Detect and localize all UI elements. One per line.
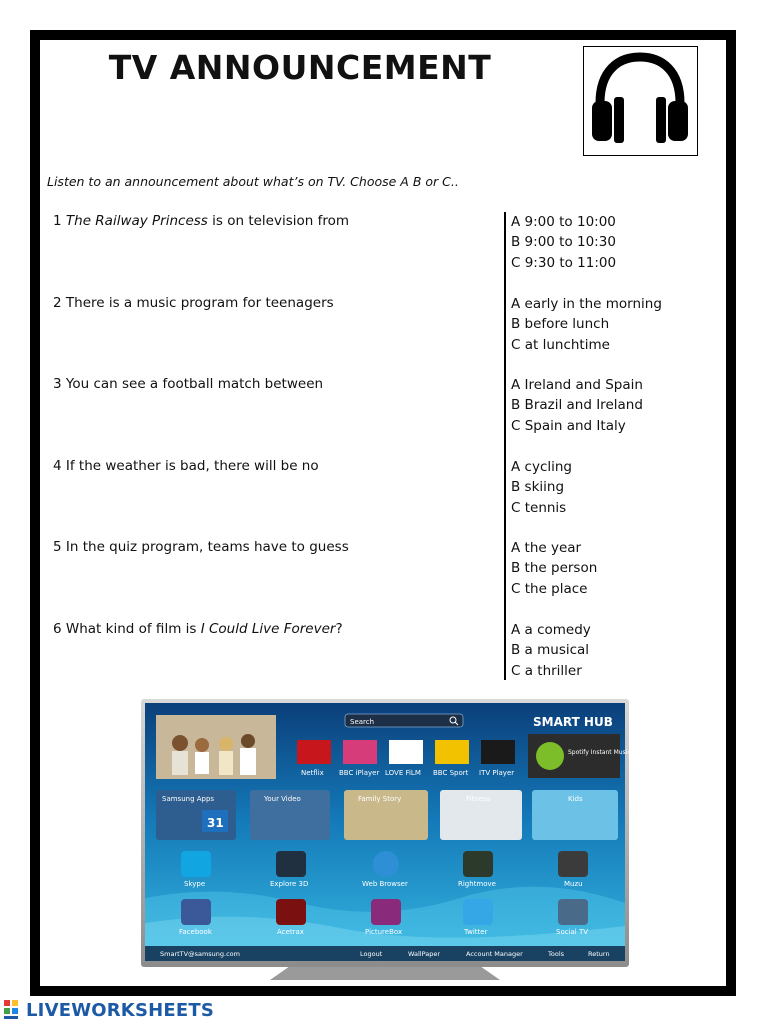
question-emphasis: The Railway Princess [65, 213, 208, 229]
question-6 [53, 621, 343, 637]
tv-app-label: BBC Sport [433, 769, 469, 777]
question-text: In the quiz program, teams have to guess [61, 539, 349, 555]
option-c[interactable]: C Spain and Italy [511, 417, 626, 434]
option-c[interactable]: C at lunchtime [511, 336, 610, 353]
tv-app-label: Rightmove [458, 880, 496, 888]
question-text: What kind of film is [61, 621, 201, 637]
tv-panel-label: Family Story [358, 795, 402, 803]
tv-app-label: Explore 3D [270, 880, 309, 888]
option-a[interactable]: A the year [511, 540, 582, 556]
question-2 [53, 295, 334, 311]
question-number: 2 [53, 295, 62, 311]
option-b[interactable]: B a musical [511, 642, 590, 659]
brand-name: LIVEWORKSHEETS [26, 999, 215, 1021]
smart-tv-image [140, 698, 630, 982]
liveworksheets-brand[interactable] [4, 998, 214, 1022]
question-number: 5 [53, 539, 62, 555]
question-5 [53, 539, 349, 555]
option-a[interactable]: A early in the morning [511, 296, 662, 312]
question-text-end: ? [335, 621, 343, 637]
option-b[interactable]: B 9:00 to 10:30 [511, 234, 616, 251]
instructions: Listen to an announcement about what’s on TV. Choose A B or C.. [47, 174, 459, 189]
question-number: 1 [53, 213, 62, 229]
tv-app-label: Twitter [464, 928, 488, 936]
options-5 [511, 538, 597, 599]
smart-tv-screen [140, 698, 630, 982]
tv-stand [270, 966, 500, 980]
headphones-icon [584, 47, 696, 154]
tv-app-label: LOVE FiLM [385, 769, 421, 777]
question-number: 4 [53, 458, 62, 474]
tv-app-label: Acetrax [277, 928, 304, 936]
tv-app-label: Social TV [556, 928, 589, 936]
column-divider [504, 212, 506, 680]
options-2 [511, 294, 662, 355]
question-text: If the weather is bad, there will be no [61, 458, 319, 474]
question-text: There is a music program for teenagers [61, 295, 334, 311]
tv-app-label: Netflix [301, 769, 324, 777]
tv-hub-title: SMART HUB [533, 715, 613, 729]
tv-footer-email: SmartTV@samsung.com [160, 950, 240, 958]
question-text-end: is on television from [207, 213, 350, 229]
spotify-label: Spotify Instant Music [568, 749, 630, 756]
headphones-box [583, 46, 698, 156]
question-emphasis: I Could Live Forever [200, 621, 336, 637]
tv-app-label: Facebook [179, 928, 212, 936]
option-c[interactable]: C tennis [511, 499, 567, 516]
tv-footer-item: Account Manager [466, 950, 523, 958]
option-a[interactable]: A cycling [511, 459, 572, 475]
tv-panel-label: Kids [568, 795, 583, 803]
option-a[interactable]: A Ireland and Spain [511, 377, 643, 393]
option-b[interactable]: B before lunch [511, 316, 610, 333]
question-text: You can see a football match between [61, 376, 324, 392]
option-b[interactable]: B Brazil and Ireland [511, 397, 643, 414]
option-c[interactable]: C 9:30 to 11:00 [511, 254, 617, 271]
options-1 [511, 212, 616, 273]
option-c[interactable]: C the place [511, 580, 588, 597]
tv-app-label: Muzu [564, 880, 583, 888]
option-b[interactable]: B the person [511, 560, 598, 577]
tv-date-tile: 31 [207, 816, 224, 830]
option-a[interactable]: A a comedy [511, 622, 591, 638]
tv-app-label: ITV Player [479, 769, 515, 777]
tv-app-label: Web Browser [362, 880, 408, 888]
tv-footer-item: Logout [360, 950, 383, 958]
tv-app-label: PictureBox [365, 928, 403, 936]
tv-footer-item: WallPaper [408, 950, 441, 958]
tv-footer-item: Return [588, 950, 610, 958]
options-3 [511, 375, 643, 436]
tv-app-label: BBC iPlayer [339, 769, 380, 777]
options-4 [511, 457, 572, 518]
tv-panel-label: Your Video [264, 795, 301, 803]
question-number: 6 [53, 621, 62, 637]
question-4 [53, 458, 319, 474]
question-3 [53, 376, 323, 392]
option-a[interactable]: A 9:00 to 10:00 [511, 214, 616, 230]
tv-panel-label: Fitness [466, 795, 491, 803]
tv-search-label: Search [350, 718, 375, 726]
tv-panel-label: Samsung Apps [162, 795, 215, 803]
tv-footer-item: Tools [548, 950, 565, 958]
liveworksheets-logo-icon [4, 1000, 26, 1020]
page-title: TV ANNOUNCEMENT [108, 48, 492, 87]
question-number: 3 [53, 376, 62, 392]
option-b[interactable]: B skiing [511, 479, 565, 496]
option-c[interactable]: C a thriller [511, 662, 582, 679]
tv-app-label: Skype [184, 880, 206, 888]
question-1 [53, 213, 349, 229]
options-6 [511, 620, 591, 681]
spotify-icon [536, 742, 564, 770]
